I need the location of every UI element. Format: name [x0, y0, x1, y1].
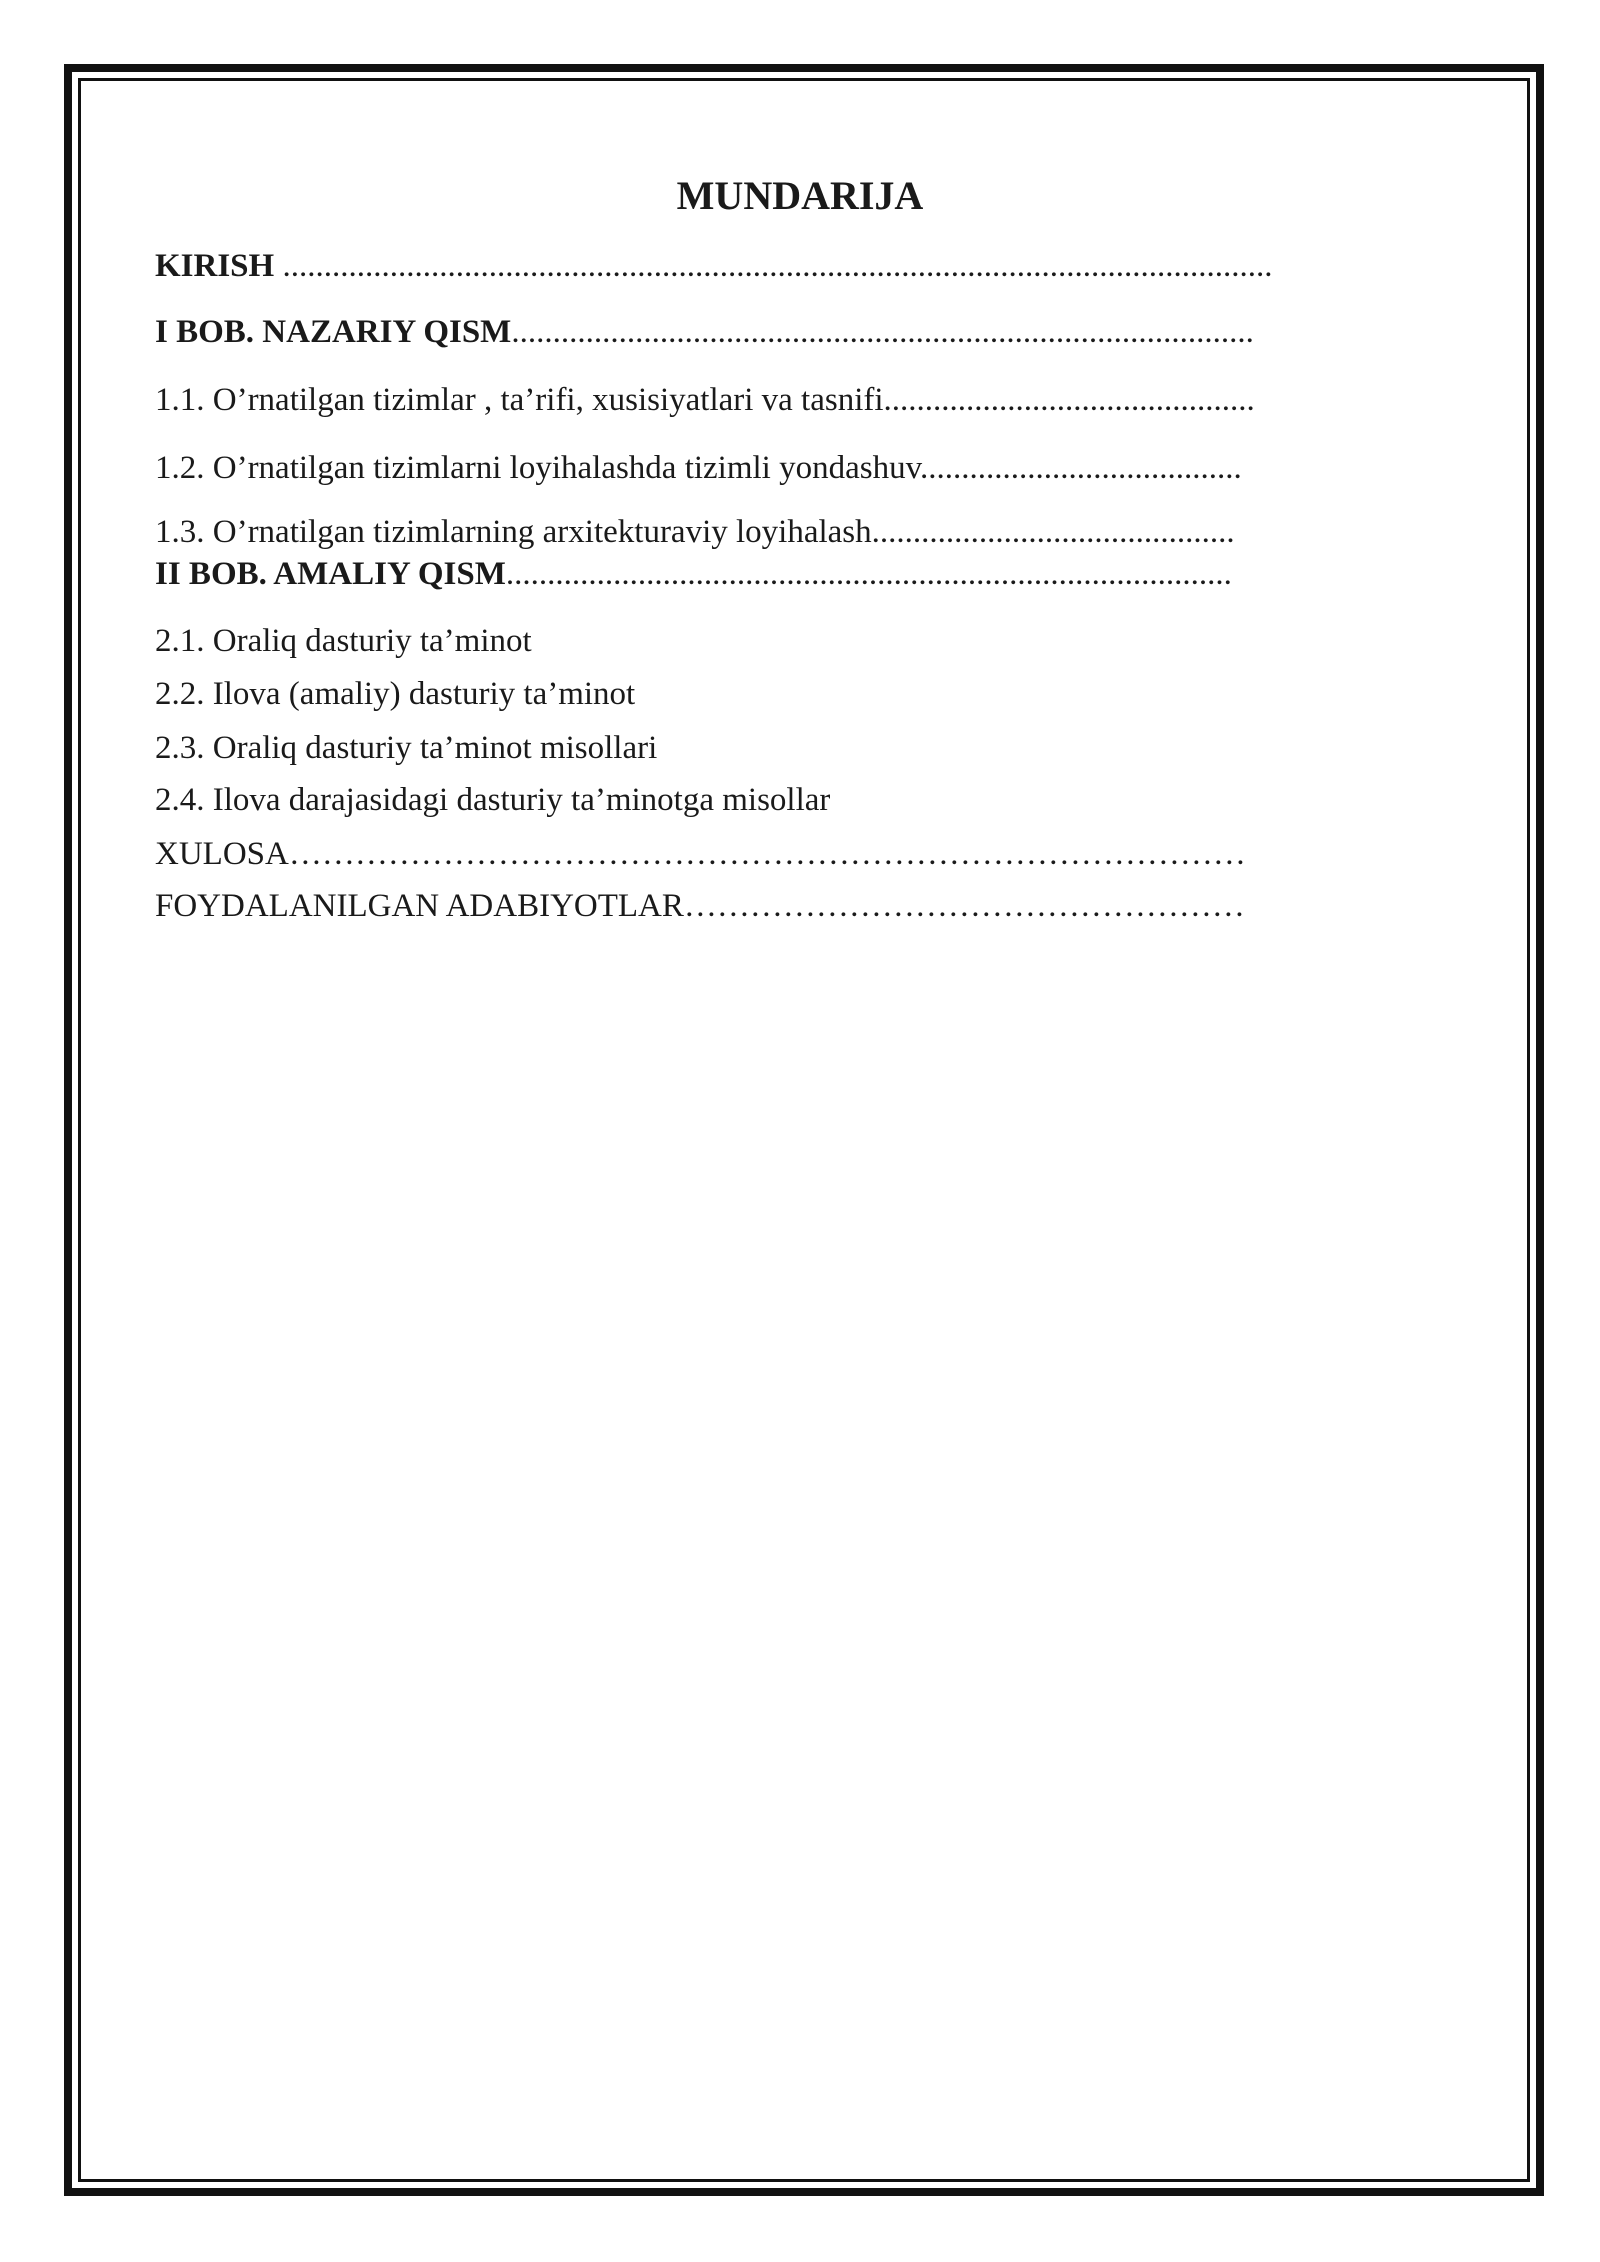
toc-entry-label: 1.2. O’rnatilgan tizimlarni loyihalashda tizimli yondashuv: [155, 450, 920, 486]
toc-entry-label: KIRISH: [155, 248, 283, 284]
toc-title: MUNDARIJA: [676, 173, 924, 218]
toc-entry-2-3: [155, 726, 657, 770]
toc-entry-bibliography: [155, 884, 1245, 928]
toc-entry-leader: ……………………………………………: [683, 888, 1245, 924]
toc-entry-leader: ............................................: [871, 514, 1235, 550]
toc-entry-2-2: [155, 672, 635, 716]
toc-entry-xulosa: [155, 832, 1246, 876]
toc-entry-leader: .......................................: [919, 450, 1242, 486]
toc-entry-1-1: [155, 378, 1255, 422]
toc-entry-kirish: [155, 244, 1272, 288]
toc-entry-1-3: [155, 510, 1235, 554]
toc-entry-leader: ……………………………………………………………………………: [288, 836, 1246, 872]
toc-entry-label: 1.1. O’rnatilgan tizimlar , ta’rifi, xusisiyatlari va tasnifi: [155, 382, 884, 418]
toc-entry-leader: .............................................: [883, 382, 1255, 418]
toc-entry-label: FOYDALANILGAN ADABIYOTLAR: [155, 888, 684, 924]
toc-entry-2-1: [155, 619, 532, 663]
toc-entry-1-2: [155, 446, 1242, 490]
toc-entry-label: I BOB. NAZARIY QISM: [155, 314, 512, 350]
toc-entry-label: XULOSA: [155, 836, 289, 872]
toc-entry-chapter-2: [155, 552, 1232, 596]
toc-entry-label: 2.2. Ilova (amaliy) dasturiy ta’minot: [155, 676, 636, 712]
toc-entry-label: II BOB. AMALIY QISM: [155, 556, 506, 592]
toc-entry-leader: ..........................................................................................: [511, 314, 1254, 350]
toc-entry-label: 1.3. O’rnatilgan tizimlarning arxitekturaviy loyihalash: [155, 514, 872, 550]
toc-entry-label: 2.3. Oraliq dasturiy ta’minot misollari: [155, 730, 658, 766]
toc-entry-label: 2.1. Oraliq dasturiy ta’minot: [155, 623, 532, 659]
toc-entry-chapter-1: [155, 310, 1254, 354]
toc-entry-leader: ........................................................................................................................: [282, 248, 1273, 284]
toc-entry-label: 2.4. Ilova darajasidagi dasturiy ta’minotga misollar: [155, 782, 831, 818]
toc-entry-leader: ........................................................................................: [505, 556, 1232, 592]
toc-entry-2-4: [155, 778, 830, 822]
